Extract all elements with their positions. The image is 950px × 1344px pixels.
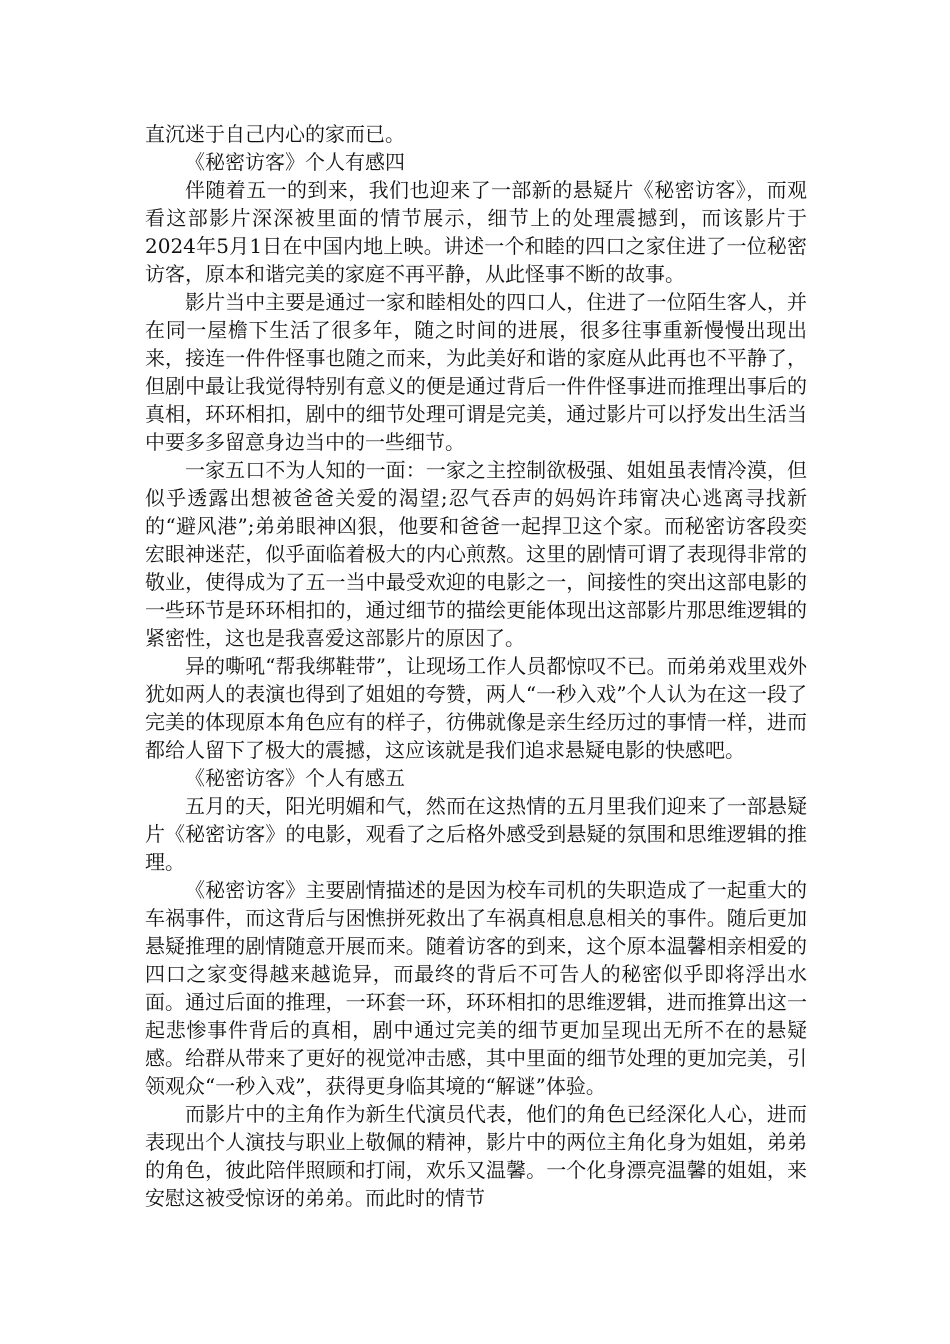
paragraph: 伴随着五一的到来，我们也迎来了一部新的悬疑片《秘密访客》，而观看这部影片深深被里面的情节展示，细节上的处理震撼到，而该影片于2024年5月1日在中国内地上映。讲述一个和睦的四口之家住进了一位秘密访客，原本和谐完美的家庭不再平静，从此怪事不断的故事。 bbox=[145, 178, 807, 286]
paragraph: 五月的天，阳光明媚和气，然而在这热情的五月里我们迎来了一部悬疑片《秘密访客》的电影，观看了之后格外感受到悬疑的氛围和思维逻辑的推理。 bbox=[145, 794, 807, 874]
paragraph-continuation: 直沉迷于自己内心的家而已。 bbox=[145, 122, 405, 146]
paragraph: 《秘密访客》主要剧情描述的是因为校车司机的失职造成了一起重大的车祸事件，而这背后与困憔拼死救出了车祸真相息息相关的事件。随后更加悬疑推理的剧情随意开展而来。随着访客的到来，这个原本温馨相亲相爱的四口之家变得越来越诡异，而最终的背后不可告人的秘密似乎即将浮出水面。通过后面的推理，一环套一环，环环相扣的思维逻辑，进而推算出这一起悲惨事件背后的真相，剧中通过完美的细节更加呈现出无所不在的悬疑感。给群从带来了更好的视觉冲击感，其中里面的细节处理的更加完美，引领观众“一秒入戏”，获得更身临其境的“解谜”体验。 bbox=[145, 878, 807, 1098]
section-heading-4: 《秘密访客》个人有感四 bbox=[185, 150, 405, 174]
document-body bbox=[145, 120, 807, 1212]
paragraph: 影片当中主要是通过一家和睦相处的四口人，住进了一位陌生客人，并在同一屋檐下生活了很多年，随之时间的进展，很多往事重新慢慢出现出来，接连一件件怪事也随之而来，为此美好和谐的家庭从此再也不平静了，但剧中最让我觉得特别有意义的便是通过背后一件件怪事进而推理出事后的真相，环环相扣，剧中的细节处理可谓是完美，通过影片可以抒发出生活当中要多多留意身边当中的一些细节。 bbox=[145, 290, 807, 454]
paragraph: 而影片中的主角作为新生代演员代表，他们的角色已经深化人心，进而表现出个人演技与职业上敬佩的精神，影片中的两位主角化身为姐姐，弟弟的角色，彼此陪伴照顾和打闹，欢乐又温馨。一个化身漂亮温馨的姐姐，来安慰这被受惊讶的弟弟。而此时的情节 bbox=[145, 1102, 807, 1210]
paragraph: 异的嘶吼“帮我绑鞋带”，让现场工作人员都惊叹不已。而弟弟戏里戏外犹如两人的表演也得到了姐姐的夸赞，两人“一秒入戏”个人认为在这一段了完美的体现原本角色应有的样子，彷佛就像是亲生经历过的事情一样，进而都给人留下了极大的震撼，这应该就是我们追求悬疑电影的快感吧。 bbox=[145, 654, 807, 762]
paragraph: 一家五口不为人知的一面：一家之主控制欲极强、姐姐虽表情冷漠，但似乎透露出想被爸爸关爱的渴望;忍气吞声的妈妈许玮甯决心逃离寻找新的“避风港”;弟弟眼神凶狠，他要和爸爸一起捍卫这个家。而秘密访客段奕宏眼神迷茫，似乎面临着极大的内心煎熬。这里的剧情可谓了表现得非常的敬业，使得成为了五一当中最受欢迎的电影之一，间接性的突出这部电影的一些环节是环环相扣的，通过细节的描绘更能体现出这部影片那思维逻辑的紧密性，这也是我喜爱这部影片的原因了。 bbox=[145, 458, 807, 650]
section-heading-5: 《秘密访客》个人有感五 bbox=[185, 766, 405, 790]
